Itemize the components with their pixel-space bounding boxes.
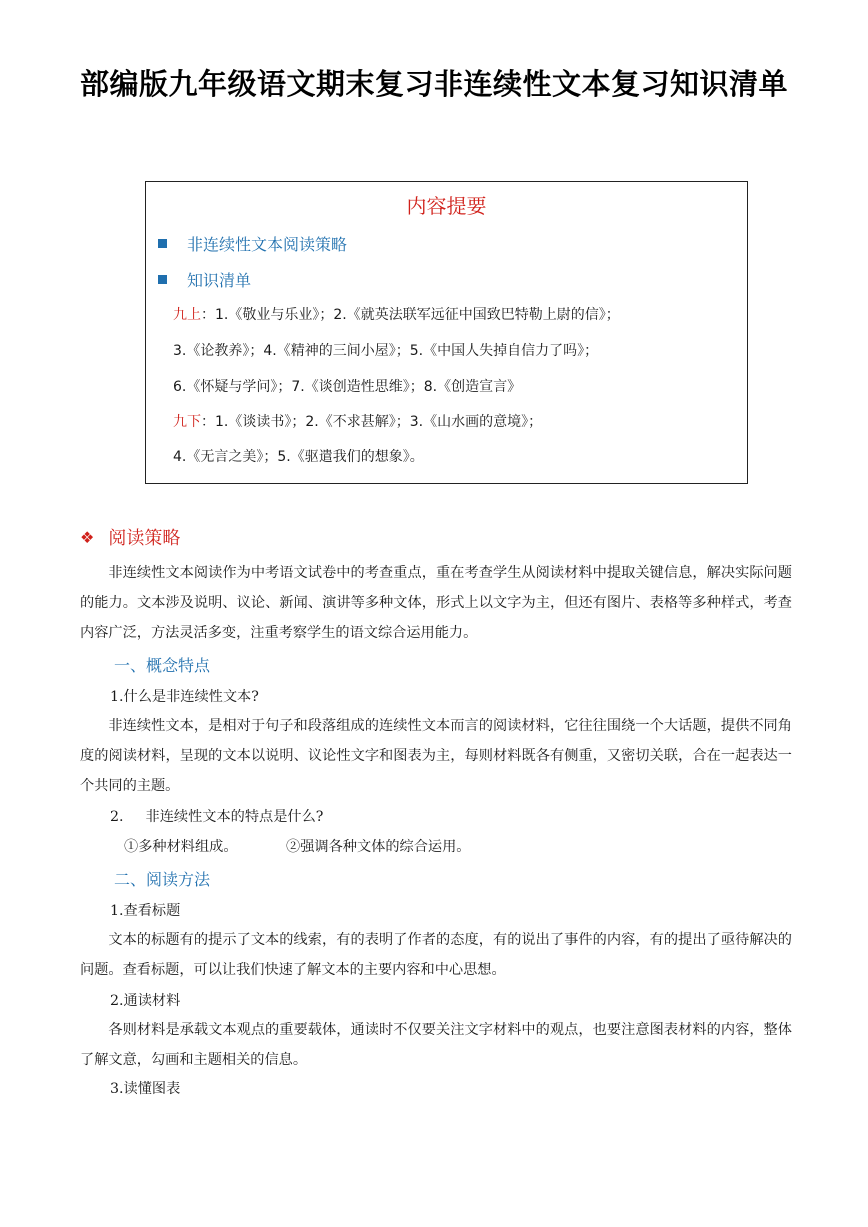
diamond-bullet-icon: ❖	[80, 527, 95, 547]
method-paragraph: 各则材料是承载文本观点的重要载体，通读时不仅要关注文字材料中的观点，也要注意图表材料的内容，整体了解文意，勾画和主题相关的信息。	[80, 1022, 792, 1068]
method-title: 2.通读材料	[110, 993, 181, 1009]
bullet-label: 非连续性文本阅读策略	[187, 235, 348, 254]
feature-item: ①多种材料组成。	[124, 839, 238, 855]
list-line	[173, 304, 620, 324]
method-title: 3.读懂图表	[110, 1081, 181, 1097]
list-text: ：1.《谈读书》；2.《不求甚解》；3.《山水画的意境》；	[201, 414, 543, 430]
list-line	[173, 376, 521, 396]
list-text: ：1.《敬业与乐业》；2.《就英法联军远征中国致巴特勒上尉的信》；	[201, 307, 620, 323]
question: 1.什么是非连续性文本?	[110, 689, 259, 705]
list-text: 4.《无言之美》；5.《驱遣我们的想象》。	[173, 449, 424, 465]
list-text: 6.《怀疑与学问》；7.《谈创造性思维》；8.《创造宣言》	[173, 379, 522, 395]
section-heading-text: 阅读策略	[108, 528, 181, 549]
bullet-item	[158, 232, 347, 255]
question-number: 2.	[110, 809, 124, 825]
list-line	[173, 340, 598, 360]
term-label: 九下	[173, 414, 201, 430]
subsection-heading: 二、阅读方法	[114, 870, 211, 889]
intro-paragraph: 非连续性文本阅读作为中考语文试卷中的考查重点，重在考查学生从阅读材料中提取关键信息，解决实际问题的能力。文本涉及说明、议论、新闻、演讲等多种文体，形式上以文字为主，但还有图片、表格等多种样式，考查内容广泛，方法灵活多变，注重考察学生的语文综合运用能力。	[80, 565, 792, 641]
square-bullet-icon	[158, 275, 167, 284]
question-text: 非连续性文本的特点是什么?	[145, 809, 324, 825]
summary-heading: 内容提要	[406, 194, 487, 218]
summary-box	[145, 181, 748, 484]
bullet-label: 知识清单	[187, 271, 252, 290]
list-line	[173, 446, 424, 466]
answer-paragraph: 非连续性文本，是相对于句子和段落组成的连续性文本而言的阅读材料，它往往围绕一个大话题，提供不同角度的阅读材料，呈现的文本以说明、议论性文字和图表为主，每则材料既各有侧重，又密切关联，合在一起表达一个共同的主题。	[80, 718, 792, 794]
page-title: 部编版九年级语文期末复习非连续性文本复习知识清单	[79, 67, 788, 101]
question	[110, 806, 323, 826]
feature-item: ②强调各种文体的综合运用。	[286, 839, 471, 855]
subsection-heading: 一、概念特点	[114, 656, 211, 675]
term-label: 九上	[173, 307, 201, 323]
square-bullet-icon	[158, 239, 167, 248]
method-paragraph: 文本的标题有的提示了文本的线索，有的表明了作者的态度，有的说出了事件的内容，有的提出了亟待解决的问题。查看标题，可以让我们快速了解文本的主要内容和中心思想。	[80, 932, 792, 978]
list-line	[173, 411, 542, 431]
section-heading	[80, 524, 180, 550]
list-text: 3.《论教养》；4.《精神的三间小屋》；5.《中国人失掉自信力了吗》；	[173, 343, 599, 359]
bullet-item	[158, 268, 251, 291]
method-title: 1.查看标题	[110, 903, 181, 919]
